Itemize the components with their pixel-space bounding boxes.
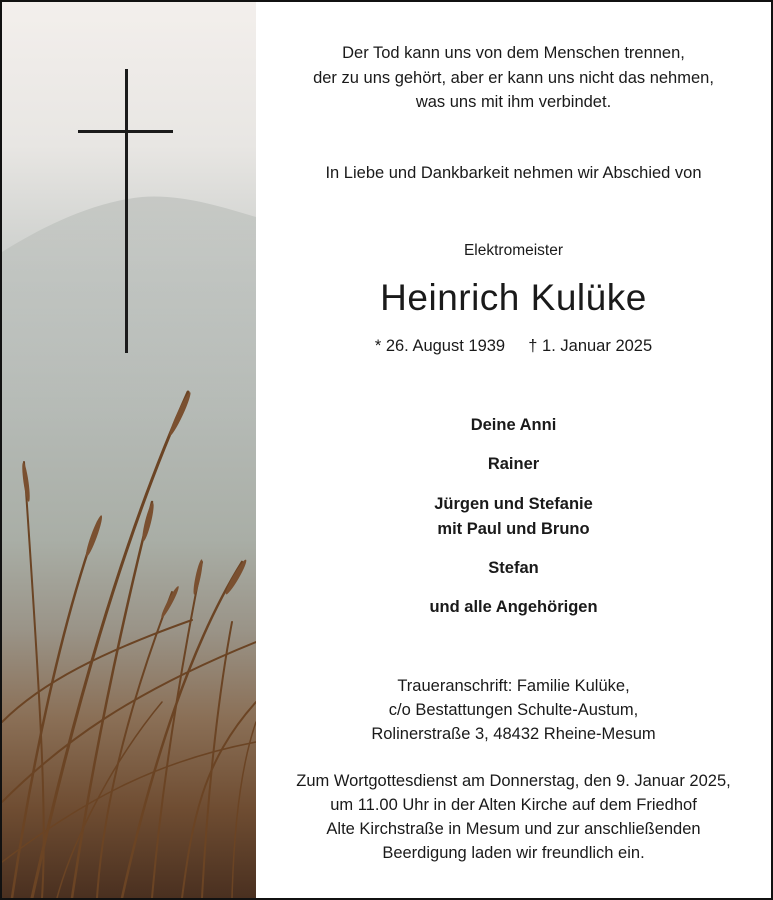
quote-line: was uns mit ihm verbindet.	[415, 93, 612, 111]
quote-line: Der Tod kann uns von dem Menschen trennen,	[342, 44, 685, 62]
service-line: Zum Wortgottesdienst am Donnerstag, den 9. Januar 2025,	[296, 772, 731, 790]
quote-line: der zu uns gehört, aber er kann uns nicht das nehmen,	[313, 69, 714, 87]
death-date: † 1. Januar 2025	[528, 337, 653, 355]
mourner-name: Stefan	[488, 559, 539, 577]
service-line: um 11.00 Uhr in der Alten Kirche auf dem Friedhof	[330, 796, 697, 814]
address-line: Traueranschrift: Familie Kulüke,	[397, 677, 630, 695]
service-line: Alte Kirchstraße in Mesum und zur anschließenden	[326, 820, 701, 838]
deceased-name: Heinrich Kulüke	[380, 277, 647, 318]
service-line: Beerdigung laden wir freundlich ein.	[382, 844, 645, 862]
farewell-intro: In Liebe und Dankbarkeit nehmen wir Abschied von	[325, 164, 702, 182]
address-line: Rolinerstraße 3, 48432 Rheine-Mesum	[371, 725, 656, 743]
notice-text-column	[256, 2, 771, 898]
cross-icon	[2, 2, 256, 402]
mourner-name: mit Paul und Bruno	[437, 520, 590, 538]
mourner-name: Jürgen und Stefanie	[434, 495, 593, 513]
birth-date: * 26. August 1939	[374, 337, 506, 355]
profession: Elektromeister	[463, 242, 564, 259]
mourner-name: Deine Anni	[470, 416, 557, 434]
mourner-name: Rainer	[487, 455, 540, 473]
grass-field-photo	[2, 2, 256, 898]
life-dates	[256, 337, 771, 356]
mourner-name: und alle Angehörigen	[429, 598, 598, 616]
address-line: c/o Bestattungen Schulte-Austum,	[388, 701, 639, 719]
